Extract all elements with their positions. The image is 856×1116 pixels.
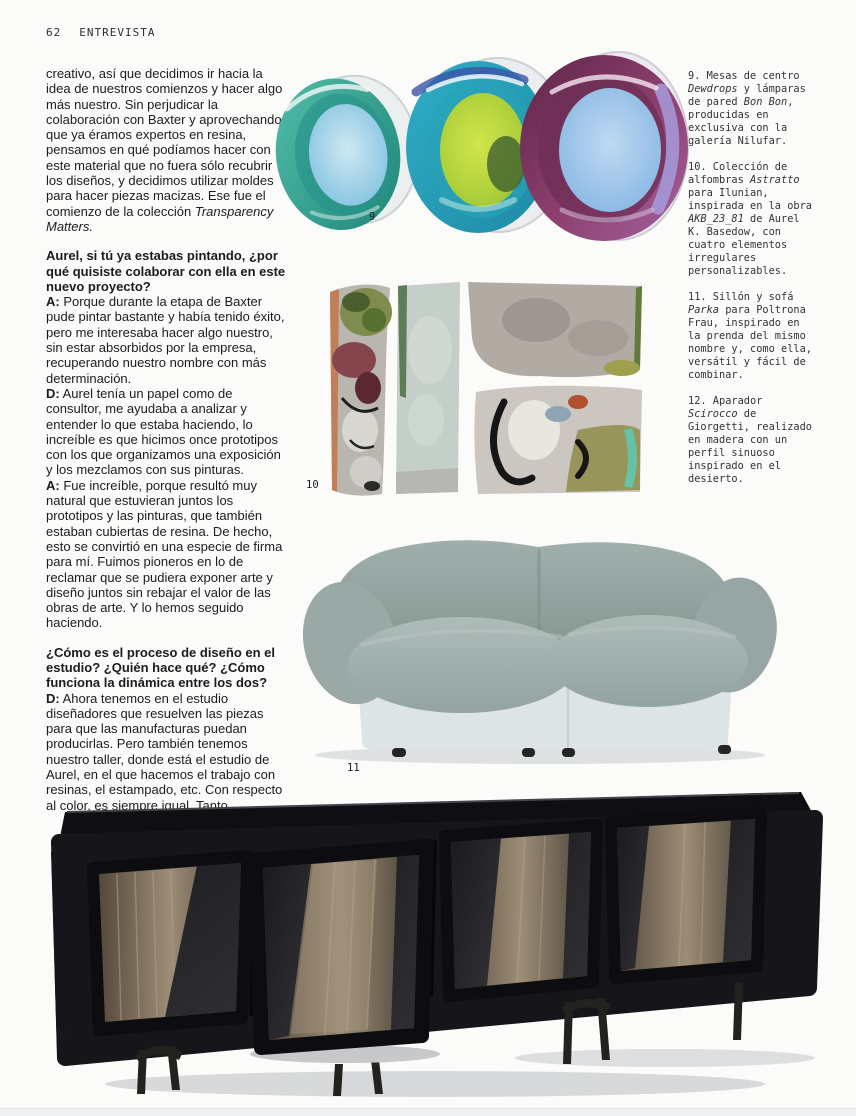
- rugs-photo: [326, 280, 646, 500]
- figure-caption: 12. Aparador Scirocco de Giorgetti, realizado en madera con un perfil sinuoso inspirado en el desierto.: [688, 395, 812, 485]
- sideboard-door-2-pulled: [250, 846, 440, 1063]
- disc-teal: [266, 68, 428, 238]
- figure-10-label: 10: [306, 479, 319, 491]
- article-paragraph: A: Porque durante la etapa de Baxter pude pintar bastante y había tenido éxito, pero me interesaba hacer algo nuestro, sin estar absorbidos por la empresa, recuperando nuestro nombre con más determinación.: [46, 294, 285, 386]
- figure-caption: 11. Sillón y sofá Parka para Poltrona Frau, inspirado en la prenda del mismo nombre y, como ella, versátil y fácil de combinar.: [688, 291, 812, 381]
- article-paragraph: Aurel, si tú ya estabas pintando, ¿por qué quisiste colaborar con ella en este nuevo proyecto?: [46, 248, 286, 294]
- figure-resin-discs: [266, 50, 690, 250]
- captions-column: [688, 70, 816, 499]
- sofa-photo: [300, 525, 780, 765]
- resin-discs-photo: [266, 50, 690, 250]
- sideboard-shadow: [105, 1071, 765, 1097]
- sideboard-shadow-right: [515, 1049, 815, 1067]
- rug-panel-top-right: [468, 282, 642, 377]
- figure-caption: 9. Mesas de centro Dewdrops y lámparas de pared Bon Bon, producidas en exclusiva con la galería Nilufar.: [688, 70, 806, 147]
- page-bottom-edge: [0, 1108, 856, 1116]
- article-paragraph: ¿Cómo es el proceso de diseño en el estudio? ¿Quién hace qué? ¿Cómo funciona la dinámica entre los dos?: [46, 644, 276, 691]
- article-paragraph: D: Ahora tenemos en el estudio diseñadores que resuelven las piezas para que las manufacturas puedan producirlas. Pero también tenemos nuestro taller, donde está el estudio de Aurel, en el que hacemos el trabajo con resinas, el estampado, etc. Con respecto al color, es siempre igual. Tanto: [46, 690, 283, 813]
- article-column: [46, 66, 286, 813]
- figure-caption: 10. Colección de alfombras Astratto para Ilunian, inspirada en la obra AKB_23_81 de Aurel K. Basedow, con cuatro elementos irregulares personalizables.: [688, 161, 812, 277]
- rug-panel-bottom-right: [474, 386, 642, 494]
- sofa-cushions: [300, 540, 780, 714]
- figure-sofa: [300, 525, 780, 765]
- page-number: 62: [46, 26, 62, 39]
- sideboard-door-4: [611, 812, 761, 978]
- rug-panel-left: [330, 285, 392, 496]
- figure-12-label: 12: [57, 1029, 70, 1041]
- sideboard-door-1: [93, 856, 247, 1030]
- running-head: [46, 26, 155, 39]
- figure-rugs: [326, 280, 646, 500]
- article-paragraph: A: Fue increíble, porque resultó muy natural que estuvieran juntos los prototipos y las pinturas, que también estaban cubiertas de resina. De hecho, esto se convirtió en una especie de firma para mí. Fuimos pioneros en lo de reclamar que se pudiera exponer arte y diseño juntos sin rebajar el valor de las obras de arte. Y lo hemos seguido haciendo.: [46, 477, 283, 631]
- sideboard-photo: [45, 790, 825, 1102]
- figure-9-label: 9: [369, 211, 376, 223]
- sideboard-door-3: [445, 825, 597, 996]
- section-title: ENTREVISTA: [79, 26, 156, 39]
- rug-panel-middle: [396, 282, 460, 494]
- figure-sideboard: [45, 790, 825, 1102]
- figure-11-label: 11: [347, 762, 360, 774]
- article-paragraph: D: Aurel tenía un papel como de consultor, me ayudaba a analizar y entender lo que estaba haciendo, lo increíble es que hicimos once prototipos con los que organizamos una exposición y los mezclamos con sus pinturas.: [46, 385, 281, 478]
- article-paragraph: creativo, así que decidimos ir hacia la idea de nuestros comienzos y hacer algo más nuestro. Sin perjudicar la colaboración con Baxter y aprovechando que ya éramos expertos en resina, pensamos en qué podíamos hacer con este material que no fuera sólo recubrir los diseños, y decidimos utilizar moldes para hacer piezas macizas. Ese fue el comienzo de la colección Transparency Matters.: [46, 66, 283, 234]
